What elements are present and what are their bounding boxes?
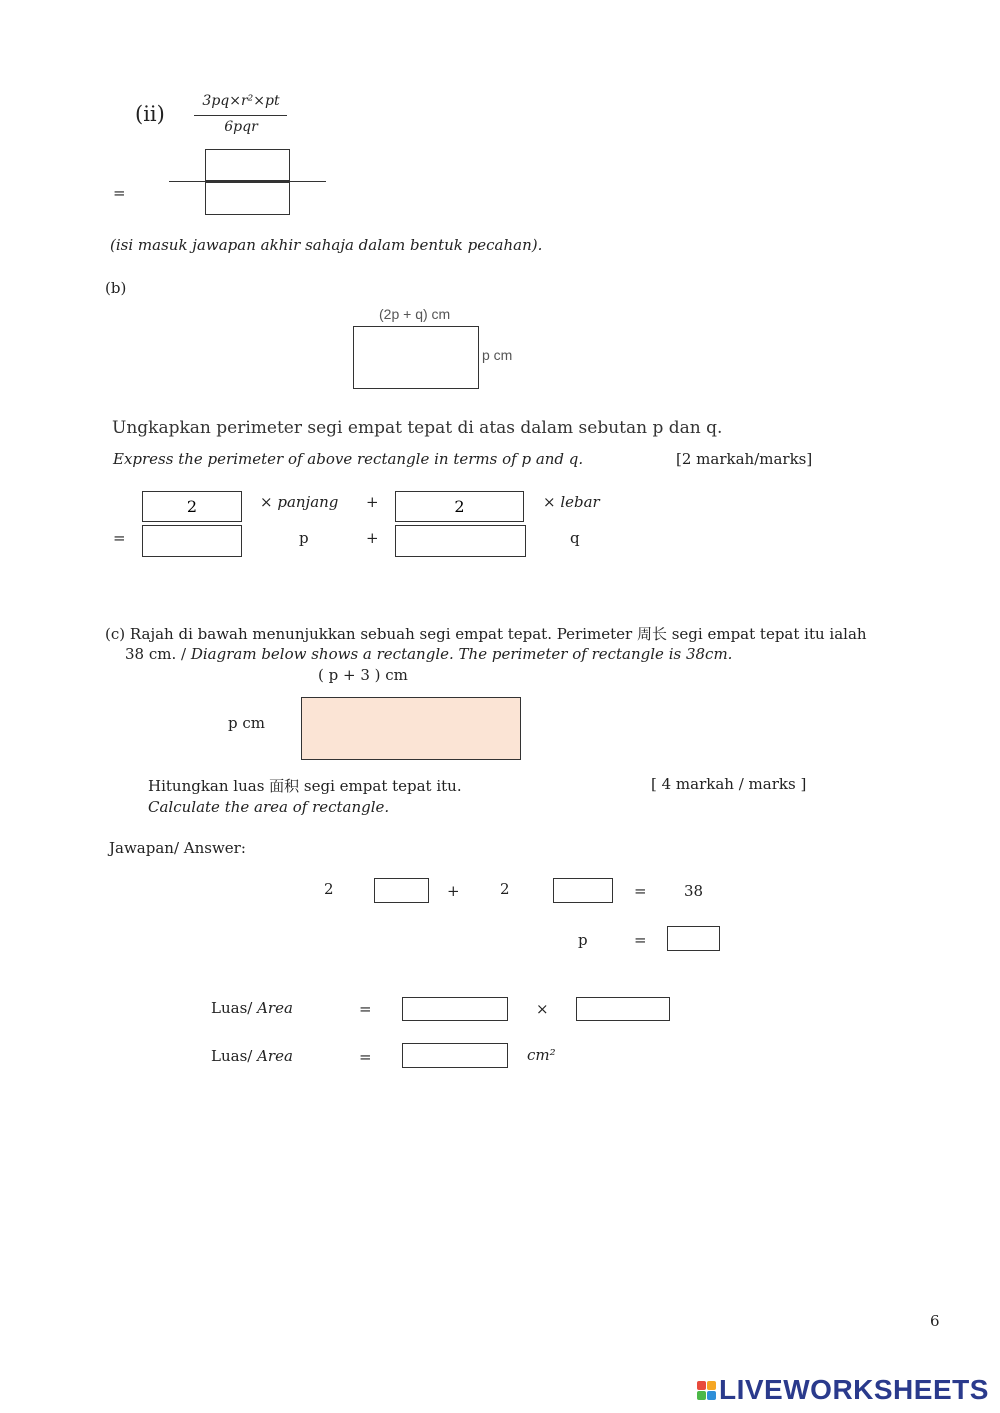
width-box[interactable] <box>576 997 670 1021</box>
instruction-text: (isi masuk jawapan akhir sahaja dalam bentuk pecahan). <box>110 236 543 254</box>
answer-denominator-box[interactable] <box>205 182 290 215</box>
question-b-english: Express the perimeter of above rectangle in terms of p and q. <box>113 450 584 468</box>
question-c-malay: Hitungkan luas 面积 segi empat tepat itu. <box>148 777 462 795</box>
eq1-coef-2: 2 <box>500 880 510 898</box>
q-coef-input[interactable] <box>396 526 525 556</box>
part-a-ii-label: (ii) <box>135 102 165 126</box>
area-answer-box[interactable] <box>402 1043 508 1068</box>
p-value-input[interactable] <box>668 927 719 950</box>
rectangle-b-top-dimension: (2p + q) cm <box>379 306 451 322</box>
area-equals-2: = <box>359 1048 372 1066</box>
p-coef-box[interactable] <box>142 525 242 557</box>
equals-sign: = <box>113 184 126 202</box>
area-label-1 <box>211 999 293 1017</box>
width-input[interactable] <box>577 998 669 1020</box>
marks-c: [ 4 markah / marks ] <box>651 775 807 793</box>
rectangle-c-side-dimension: p cm <box>228 714 265 732</box>
logo-square-blue <box>707 1391 716 1400</box>
q-coef-box[interactable] <box>395 525 526 557</box>
eq1-equals: = <box>634 882 647 900</box>
fraction-numerator: 3pq×r²×pt <box>202 93 280 109</box>
times-width-label: × lebar <box>543 493 600 511</box>
p-value-box[interactable] <box>667 926 720 951</box>
area-label-2-en: Area <box>257 1047 293 1065</box>
liveworksheets-logo-icon <box>697 1381 716 1400</box>
coef-box-1[interactable] <box>142 491 242 522</box>
logo-square-green <box>697 1391 706 1400</box>
eq1-plus: + <box>447 882 460 900</box>
plus-sign-2: + <box>366 529 379 547</box>
area-times: × <box>536 1000 549 1018</box>
area-answer-input[interactable] <box>403 1044 507 1067</box>
area-unit: cm² <box>527 1046 556 1064</box>
part-c-question-line2 <box>125 645 732 663</box>
liveworksheets-logo-text: LIVEWORKSHEETS <box>719 1374 989 1405</box>
area-label-1-ms: Luas/ <box>211 999 258 1017</box>
marks-b: [2 markah/marks] <box>676 450 813 468</box>
coef-input-2[interactable] <box>396 492 523 521</box>
eq2-equals: = <box>634 931 647 949</box>
equals-sign-b: = <box>113 529 126 547</box>
part-c-question-line1: (c) Rajah di bawah menunjukkan sebuah segi empat tepat. Perimeter 周长 segi empat tepat itu ialah <box>105 625 867 643</box>
answer-numerator-box[interactable] <box>205 149 290 181</box>
area-label-2-ms: Luas/ <box>211 1047 258 1065</box>
logo-square-orange <box>707 1381 716 1390</box>
coef-input-1[interactable] <box>143 492 241 521</box>
coef-box-2[interactable] <box>395 491 524 522</box>
part-c-line2-prefix: 38 cm. / <box>125 645 191 663</box>
length-box[interactable] <box>402 997 508 1021</box>
eq1-coef-1: 2 <box>324 880 334 898</box>
eq1-result: 38 <box>684 882 704 900</box>
rectangle-c <box>301 697 521 760</box>
rectangle-c-top-dimension: ( p + 3 ) cm <box>318 666 408 684</box>
length-input[interactable] <box>403 998 507 1020</box>
variable-p: p <box>299 529 309 547</box>
eq1-box-1[interactable] <box>374 878 429 903</box>
plus-sign-1: + <box>366 493 379 511</box>
fraction-denominator: 6pqr <box>224 119 258 135</box>
part-b-label: (b) <box>105 279 127 297</box>
rectangle-b-side-dimension: p cm <box>482 347 513 363</box>
liveworksheets-logo[interactable] <box>697 1374 989 1406</box>
rectangle-b <box>353 326 479 389</box>
p-coef-input[interactable] <box>143 526 241 556</box>
area-label-1-en: Area <box>257 999 293 1017</box>
logo-square-red <box>697 1381 706 1390</box>
answer-denominator-input[interactable] <box>206 183 289 214</box>
eq2-variable: p <box>578 931 588 949</box>
variable-q: q <box>570 529 580 547</box>
area-label-2 <box>211 1047 293 1065</box>
page-number: 6 <box>930 1312 940 1330</box>
answer-numerator-input[interactable] <box>206 150 289 180</box>
part-c-line2-english: Diagram below shows a rectangle. The perimeter of rectangle is 38cm. <box>190 645 733 663</box>
eq1-box-2[interactable] <box>553 878 613 903</box>
fraction-bar <box>194 115 287 116</box>
question-b-malay: Ungkapkan perimeter segi empat tepat di atas dalam sebutan p dan q. <box>112 418 723 438</box>
question-c-english: Calculate the area of rectangle. <box>148 798 390 816</box>
times-length-label: × panjang <box>260 493 339 511</box>
area-equals-1: = <box>359 1000 372 1018</box>
eq1-input-1[interactable] <box>375 879 428 902</box>
eq1-input-2[interactable] <box>554 879 612 902</box>
answer-label: Jawapan/ Answer: <box>109 839 246 857</box>
